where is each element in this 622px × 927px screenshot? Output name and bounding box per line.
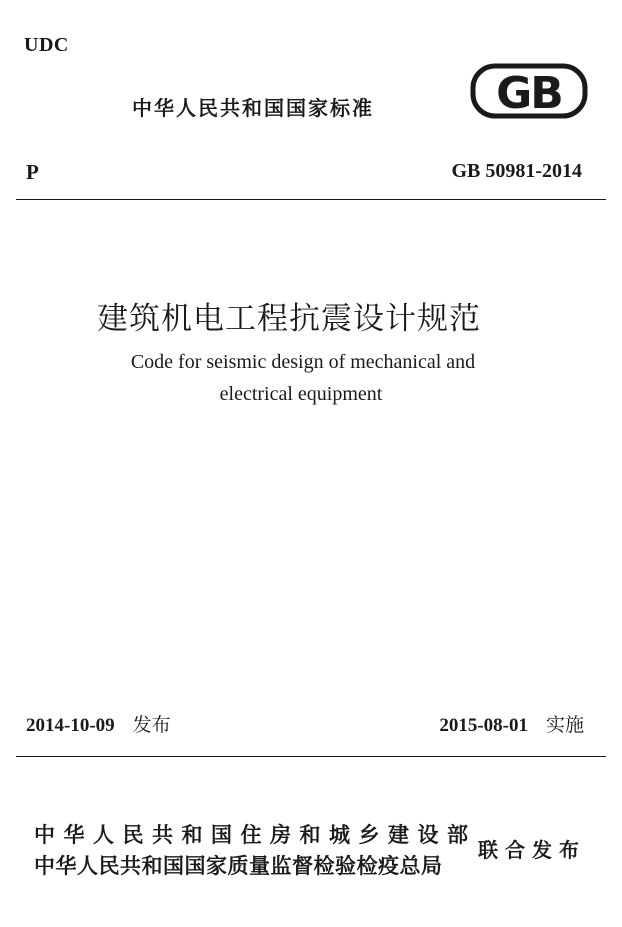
issue-date-block: [26, 710, 171, 737]
issuer-quality-administration: 中华人民共和国国家质量监督检验检疫总局: [34, 854, 443, 878]
issue-label: 发布: [132, 714, 171, 736]
issue-date: 2014-10-09: [26, 715, 115, 736]
joint-issue-label: 联合发布: [478, 838, 586, 862]
title-english: [0, 346, 622, 410]
title-english-line1: Code for seismic design of mechanical and: [130, 351, 476, 373]
title-english-line2: electrical equipment: [219, 383, 383, 405]
implementation-date-block: [439, 710, 584, 737]
national-standard-label: 中华人民共和国国家标准: [132, 96, 374, 120]
udc-label: UDC: [24, 34, 69, 56]
title-chinese: 建筑机电工程抗震设计规范: [97, 301, 481, 337]
classification-code: P: [26, 160, 39, 184]
gb-logo: [470, 60, 588, 122]
standard-number: GB 50981-2014: [451, 160, 582, 182]
issuer-ministry-housing: 中华人民共和国住房和城乡建设部: [34, 823, 477, 847]
implementation-label: 实施: [545, 714, 584, 736]
bottom-divider: [16, 756, 606, 757]
gb-logo-text: GB: [496, 68, 562, 119]
implementation-date: 2015-08-01: [439, 715, 528, 736]
top-divider: [16, 199, 606, 200]
